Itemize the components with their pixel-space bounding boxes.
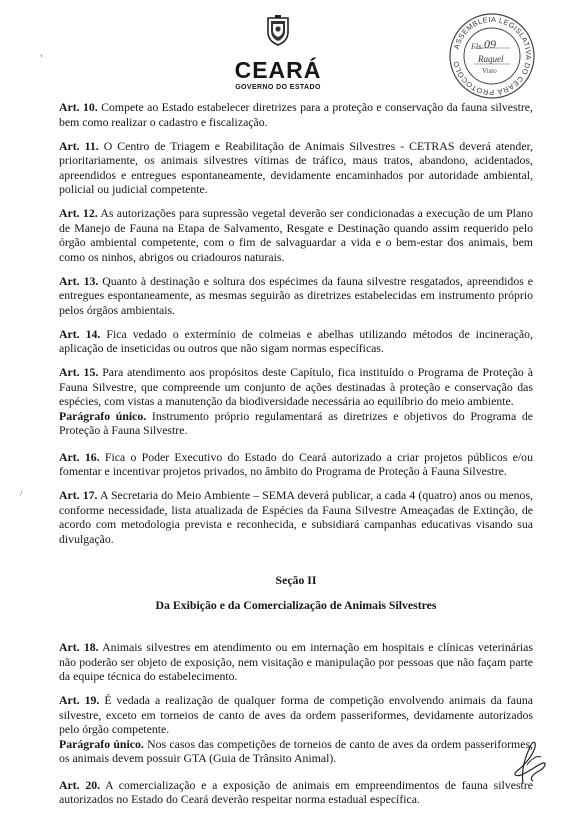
stamp-signer: Raquel <box>478 54 504 64</box>
article-16: Art. 16. Fica o Poder Executivo do Estado do Ceará autorizado a criar projetos públicos e/ou fomentar e incentivar projetos privados, no âmbito do Programa de Proteção à Fauna Silvestre. <box>59 449 533 478</box>
svg-text:ASSEMBLEIA LEGISLATIVA DO CEAR: ASSEMBLEIA LEGISLATIVA DO CEARÁ PROTOCOLO <box>451 14 534 98</box>
article-20: Art. 20. A comercialização e a exposição de animais em empreendimentos de fauna silvestre autorizados no Estado do Ceará deverão respeitar norma estadual específica. <box>59 777 533 806</box>
stamp-page-number: 09 <box>484 37 496 51</box>
article-14: Art. 14. Fica vedado o extermínio de colmeias e abelhas utilizando métodos de incineração, aplicação de inseticidas ou outros que não sigam normas específicas. <box>59 326 533 355</box>
article-15-paragraph: Parágrafo único. Instrumento próprio regulamentará as diretrizes e objetivos do Programa de Proteção à Fauna Silvestre. <box>59 408 533 437</box>
brand-subtitle: GOVERNO DO ESTADO <box>235 84 321 91</box>
article-19-paragraph: Parágrafo único. Nos casos das competições de torneios de canto de aves da ordem passeriformes, os animais devem possuir GTA (Guia de Trânsito Animal). <box>59 736 534 765</box>
stamp-visto: Visto <box>482 67 497 75</box>
article-11: Art. 11. O Centro de Triagem e Reabilitação de Animais Silvestres - CETRAS deverá atender, prioritariamente, os animais silvestres vítimas de tráfico, maus tratos, abandono, acidentados, apreendidos e entregues espontaneamente, devidamente encaminhados por autoridade ambiental, policial ou judicial competente. <box>59 138 533 196</box>
brand-wordmark: CEARÁ <box>234 57 322 83</box>
margin-tick: ‹ <box>40 50 43 60</box>
stamp-folio-label: Fls. <box>471 42 484 51</box>
article-15: Art. 15. Para atendimento aos propósitos deste Capítulo, fica instituído o Programa de Proteção à Fauna Silvestre, que compreende um conjunto de ações destinadas à proteção e conservação das espécies, com vistas a manutenção da biodiversidade necessária ao equilíbrio do meio ambiente. <box>59 365 533 408</box>
section-subtitle: Da Exibição e da Comercialização de Animais Silvestres <box>155 597 437 612</box>
document-body <box>59 100 533 816</box>
article-18: Art. 18. Animais silvestres em atendimento ou em internação em hospitais e clínicas veterinárias não poderão ser objeto de exposição, nem visitação e manipulação por pessoas que não façam parte da equipe técnica do estabelecimento. <box>59 640 533 683</box>
article-19: Art. 19. É vedada a realização de qualquer forma de competição envolvendo animais da fauna silvestre, exceto em torneios de canto de aves da ordem passeriformes, devidamente autorizados pelo órgão competente. <box>59 693 533 736</box>
article-12: Art. 12. As autorizações para supressão vegetal deverão ser condicionadas a execução de um Plano de Manejo de Fauna na Etapa de Salvamento, Resgate e Destinação quando assim requerido pelo órgão ambiental competente, com o fim de salvaguardar a vida e o bem-estar dos animais, bem como os ninhos, abrigos ou criadouros naturais. <box>59 206 533 264</box>
article-10: Art. 10. Compete ao Estado estabelecer diretrizes para a proteção e conservação da fauna silvestre, bem como realizar o cadastro e fiscalização. <box>59 100 533 129</box>
article-17: Art. 17. A Secretaria do Meio Ambiente – SEMA deverá publicar, a cada 4 (quatro) anos ou menos, conforme necessidade, lista atualizada de Espécies da Fauna Silvestre Ameaçadas de Extinção, de acordo com metodologia prevista e reconhecida, e subsidiará campanhas educativas visando sua divulgação. <box>59 488 533 546</box>
margin-tick: / <box>20 488 23 498</box>
section-title: Seção II <box>275 573 317 587</box>
handwritten-signature <box>503 735 551 787</box>
article-13: Art. 13. Quanto à destinação e soltura dos espécimes da fauna silvestre resgatados, apreendidos e entregues espontaneamente, as mesmas seguirão as diretrizes estabelecidas em instrumento próprio pelos órgãos ambientais. <box>59 273 533 317</box>
page-header <box>0 0 567 100</box>
state-coat-of-arms-icon <box>265 14 291 46</box>
